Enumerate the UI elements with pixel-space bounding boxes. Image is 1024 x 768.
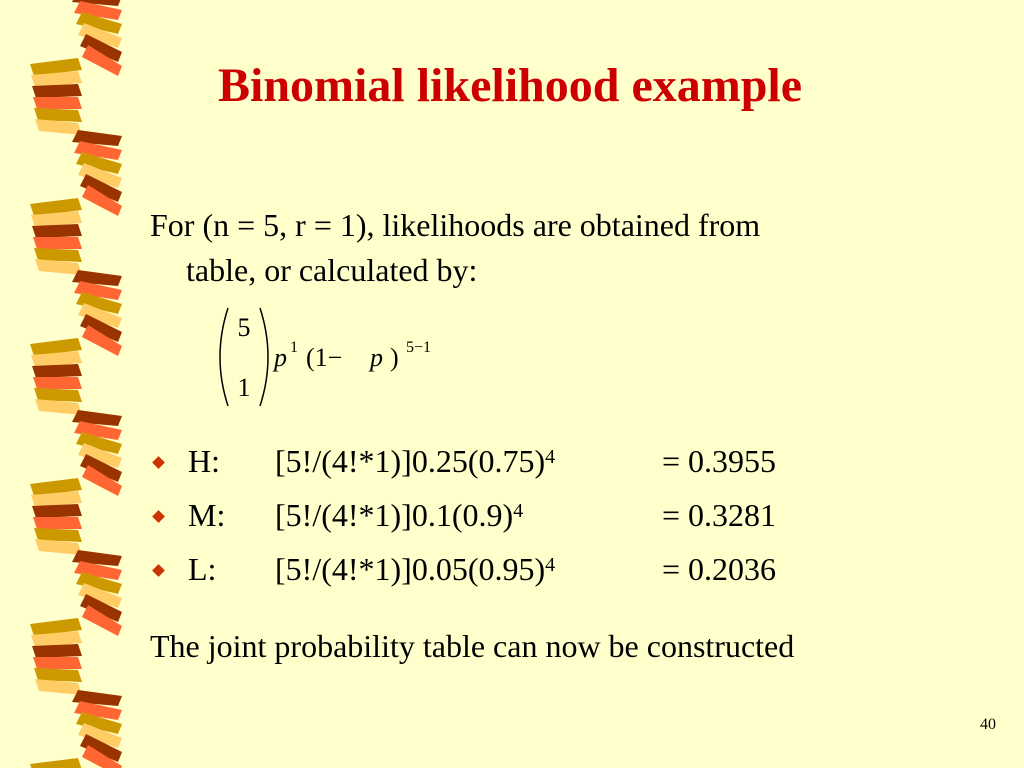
bullet-expression: $[5!/(4!*1)]0.05(0.95)^4$ [275,551,556,587]
intro-line-1: For (n = 5, r = 1), likelihoods are obtained from [150,207,761,243]
bullet-result: = 0.2036 [662,551,777,587]
border-segment [32,644,82,658]
binomial-formula [210,300,470,415]
binomial-n: 5 [237,313,251,342]
closing-text: The joint probability table can now be constructed [150,628,795,664]
bullet-label: M: [188,497,226,533]
close-paren: ) [390,343,399,372]
bullet-item-l [150,547,950,601]
bullet-power: 4 [545,446,556,468]
intro-paragraph [150,203,950,293]
border-segment [32,504,82,518]
diamond-bullet-icon [152,456,165,469]
right-paren [260,308,268,406]
left-paren [220,308,228,406]
p-symbol: p [274,343,287,372]
bullet-label: H: [188,443,220,479]
border-segment [32,224,82,238]
p-symbol-2: p [370,343,383,372]
bullet-power: 4 [545,554,556,576]
border-segment [32,364,82,378]
bullet-power: 4 [513,500,524,522]
slide-title: Binomial likelihood example [218,59,803,112]
page-number: 40 [980,716,996,733]
bullet-list [150,439,950,601]
bullet-item-h [150,439,950,493]
bullet-result: = 0.3281 [662,497,777,533]
diamond-bullet-icon [152,564,165,577]
p-exponent: 1 [290,339,298,356]
border-segment [30,758,82,768]
one-minus: (1− [306,343,343,372]
border-segment [33,97,82,109]
bullet-expression: $[5!/(4!*1)]0.25(0.75)^4$ [275,443,556,479]
decorative-border [0,0,140,768]
border-segment [33,657,82,669]
outer-exponent: 5−1 [406,339,432,356]
intro-line-2: table, or calculated by: [186,252,478,288]
border-segment [33,517,82,529]
border-segment [33,377,82,389]
bullet-expression: $[5!/(4!*1)]0.1(0.9)^4$ [275,497,524,533]
bullet-item-m [150,493,950,547]
border-segment [32,84,82,98]
bullet-result: = 0.3955 [662,443,777,479]
diamond-bullet-icon [152,510,165,523]
bullet-label: L: [188,551,217,587]
binomial-r: 1 [237,373,251,402]
border-segment [33,237,82,249]
